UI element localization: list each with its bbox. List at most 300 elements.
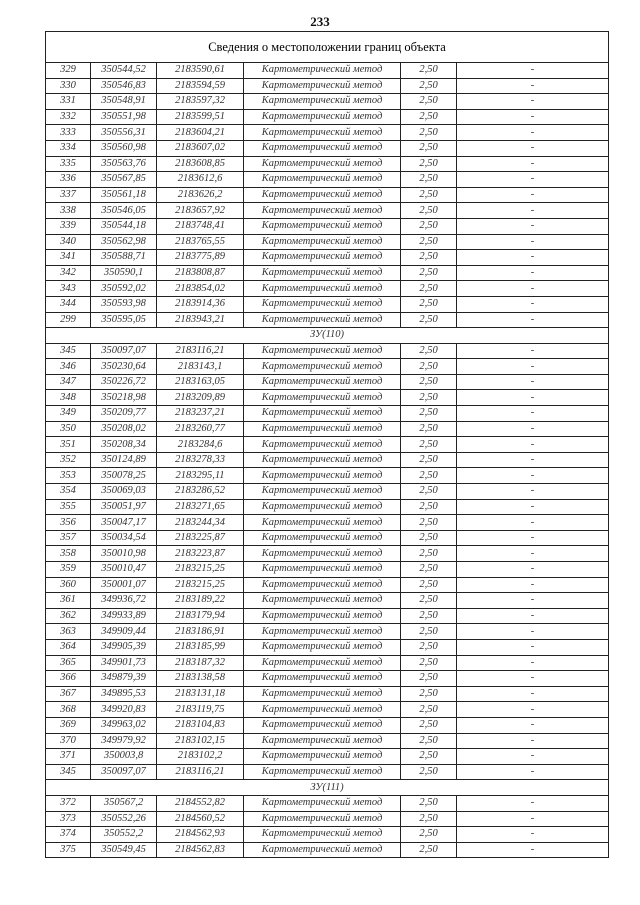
note-cell: - bbox=[457, 172, 609, 188]
coord-y-cell: 2183590,61 bbox=[157, 63, 244, 79]
method-cell: Картометрический метод bbox=[244, 811, 401, 827]
coord-y-cell: 2183914,36 bbox=[157, 296, 244, 312]
point-number-cell: 349 bbox=[46, 406, 91, 422]
method-cell: Картометрический метод bbox=[244, 125, 401, 141]
precision-cell: 2,50 bbox=[401, 795, 457, 811]
coord-y-cell: 2183599,51 bbox=[157, 109, 244, 125]
note-cell: - bbox=[457, 593, 609, 609]
precision-cell: 2,50 bbox=[401, 530, 457, 546]
coord-x-cell: 350590,1 bbox=[91, 265, 157, 281]
note-cell: - bbox=[457, 265, 609, 281]
precision-cell: 2,50 bbox=[401, 281, 457, 297]
table-row bbox=[46, 811, 609, 827]
table-row bbox=[46, 452, 609, 468]
method-cell: Картометрический метод bbox=[244, 624, 401, 640]
note-cell: - bbox=[457, 296, 609, 312]
table-row bbox=[46, 593, 609, 609]
method-cell: Картометрический метод bbox=[244, 530, 401, 546]
table-row bbox=[46, 671, 609, 687]
note-cell: - bbox=[457, 671, 609, 687]
method-cell: Картометрический метод bbox=[244, 686, 401, 702]
method-cell: Картометрический метод bbox=[244, 655, 401, 671]
coord-y-cell: 2183748,41 bbox=[157, 218, 244, 234]
point-number-cell: 338 bbox=[46, 203, 91, 219]
coord-x-cell: 350567,85 bbox=[91, 172, 157, 188]
note-cell: - bbox=[457, 608, 609, 624]
point-number-cell: 373 bbox=[46, 811, 91, 827]
precision-cell: 2,50 bbox=[401, 764, 457, 780]
point-number-cell: 366 bbox=[46, 671, 91, 687]
coord-x-cell: 350208,02 bbox=[91, 421, 157, 437]
coord-y-cell: 2183143,1 bbox=[157, 359, 244, 375]
precision-cell: 2,50 bbox=[401, 125, 457, 141]
method-cell: Картометрический метод bbox=[244, 406, 401, 422]
table-row bbox=[46, 655, 609, 671]
note-cell: - bbox=[457, 156, 609, 172]
coord-y-cell: 2183607,02 bbox=[157, 140, 244, 156]
coord-x-cell: 350218,98 bbox=[91, 390, 157, 406]
coord-y-cell: 2184562,93 bbox=[157, 827, 244, 843]
point-number-cell: 364 bbox=[46, 639, 91, 655]
note-cell: - bbox=[457, 639, 609, 655]
coord-y-cell: 2183119,75 bbox=[157, 702, 244, 718]
coord-y-cell: 2183612,6 bbox=[157, 172, 244, 188]
precision-cell: 2,50 bbox=[401, 109, 457, 125]
point-number-cell: 371 bbox=[46, 749, 91, 765]
note-cell: - bbox=[457, 125, 609, 141]
table-row bbox=[46, 499, 609, 515]
coord-x-cell: 350556,31 bbox=[91, 125, 157, 141]
note-cell: - bbox=[457, 140, 609, 156]
table-title-row bbox=[46, 32, 609, 63]
method-cell: Картометрический метод bbox=[244, 749, 401, 765]
method-cell: Картометрический метод bbox=[244, 608, 401, 624]
coord-x-cell: 350567,2 bbox=[91, 795, 157, 811]
method-cell: Картометрический метод bbox=[244, 421, 401, 437]
table-row bbox=[46, 577, 609, 593]
section-header-row bbox=[46, 780, 609, 796]
table-row bbox=[46, 265, 609, 281]
precision-cell: 2,50 bbox=[401, 265, 457, 281]
coord-y-cell: 2184562,83 bbox=[157, 842, 244, 858]
precision-cell: 2,50 bbox=[401, 140, 457, 156]
method-cell: Картометрический метод bbox=[244, 764, 401, 780]
coord-x-cell: 350003,8 bbox=[91, 749, 157, 765]
note-cell: - bbox=[457, 78, 609, 94]
precision-cell: 2,50 bbox=[401, 390, 457, 406]
coord-y-cell: 2183237,21 bbox=[157, 406, 244, 422]
point-number-cell: 358 bbox=[46, 546, 91, 562]
coord-x-cell: 349920,83 bbox=[91, 702, 157, 718]
precision-cell: 2,50 bbox=[401, 562, 457, 578]
method-cell: Картометрический метод bbox=[244, 484, 401, 500]
precision-cell: 2,50 bbox=[401, 624, 457, 640]
precision-cell: 2,50 bbox=[401, 749, 457, 765]
section-header: ЗУ(111) bbox=[46, 780, 609, 796]
point-number-cell: 335 bbox=[46, 156, 91, 172]
coord-x-cell: 350001,07 bbox=[91, 577, 157, 593]
coord-y-cell: 2183209,89 bbox=[157, 390, 244, 406]
precision-cell: 2,50 bbox=[401, 172, 457, 188]
table-row bbox=[46, 624, 609, 640]
table-title: Сведения о местоположении границ объекта bbox=[46, 32, 609, 63]
table-row bbox=[46, 562, 609, 578]
note-cell: - bbox=[457, 686, 609, 702]
method-cell: Картометрический метод bbox=[244, 546, 401, 562]
note-cell: - bbox=[457, 749, 609, 765]
table-row bbox=[46, 343, 609, 359]
coord-y-cell: 2183102,2 bbox=[157, 749, 244, 765]
note-cell: - bbox=[457, 484, 609, 500]
table-row bbox=[46, 218, 609, 234]
coord-x-cell: 350562,98 bbox=[91, 234, 157, 250]
note-cell: - bbox=[457, 437, 609, 453]
point-number-cell: 334 bbox=[46, 140, 91, 156]
method-cell: Картометрический метод bbox=[244, 218, 401, 234]
method-cell: Картометрический метод bbox=[244, 842, 401, 858]
point-number-cell: 353 bbox=[46, 468, 91, 484]
point-number-cell: 332 bbox=[46, 109, 91, 125]
coord-y-cell: 2183597,32 bbox=[157, 94, 244, 110]
table-row bbox=[46, 639, 609, 655]
note-cell: - bbox=[457, 733, 609, 749]
note-cell: - bbox=[457, 795, 609, 811]
note-cell: - bbox=[457, 827, 609, 843]
coord-y-cell: 2183189,22 bbox=[157, 593, 244, 609]
note-cell: - bbox=[457, 234, 609, 250]
note-cell: - bbox=[457, 717, 609, 733]
table-row bbox=[46, 827, 609, 843]
precision-cell: 2,50 bbox=[401, 218, 457, 234]
note-cell: - bbox=[457, 764, 609, 780]
method-cell: Картометрический метод bbox=[244, 593, 401, 609]
coord-x-cell: 350551,98 bbox=[91, 109, 157, 125]
point-number-cell: 329 bbox=[46, 63, 91, 79]
table-row bbox=[46, 546, 609, 562]
method-cell: Картометрический метод bbox=[244, 140, 401, 156]
coord-y-cell: 2183286,52 bbox=[157, 484, 244, 500]
coord-y-cell: 2183808,87 bbox=[157, 265, 244, 281]
point-number-cell: 341 bbox=[46, 250, 91, 266]
coord-x-cell: 350078,25 bbox=[91, 468, 157, 484]
coord-x-cell: 350226,72 bbox=[91, 374, 157, 390]
note-cell: - bbox=[457, 250, 609, 266]
coord-x-cell: 350010,47 bbox=[91, 562, 157, 578]
point-number-cell: 343 bbox=[46, 281, 91, 297]
method-cell: Картометрический метод bbox=[244, 63, 401, 79]
method-cell: Картометрический метод bbox=[244, 296, 401, 312]
point-number-cell: 299 bbox=[46, 312, 91, 328]
coord-x-cell: 350592,02 bbox=[91, 281, 157, 297]
coord-y-cell: 2183604,21 bbox=[157, 125, 244, 141]
coord-y-cell: 2183943,21 bbox=[157, 312, 244, 328]
method-cell: Картометрический метод bbox=[244, 78, 401, 94]
precision-cell: 2,50 bbox=[401, 655, 457, 671]
table-row bbox=[46, 156, 609, 172]
coord-y-cell: 2183626,2 bbox=[157, 187, 244, 203]
note-cell: - bbox=[457, 406, 609, 422]
table-row bbox=[46, 764, 609, 780]
note-cell: - bbox=[457, 218, 609, 234]
table-row bbox=[46, 234, 609, 250]
coord-y-cell: 2183854,02 bbox=[157, 281, 244, 297]
method-cell: Картометрический метод bbox=[244, 94, 401, 110]
method-cell: Картометрический метод bbox=[244, 639, 401, 655]
point-number-cell: 360 bbox=[46, 577, 91, 593]
point-number-cell: 346 bbox=[46, 359, 91, 375]
coord-y-cell: 2183223,87 bbox=[157, 546, 244, 562]
point-number-cell: 351 bbox=[46, 437, 91, 453]
table-row bbox=[46, 63, 609, 79]
precision-cell: 2,50 bbox=[401, 203, 457, 219]
coord-y-cell: 2183104,83 bbox=[157, 717, 244, 733]
coord-x-cell: 349936,72 bbox=[91, 593, 157, 609]
point-number-cell: 359 bbox=[46, 562, 91, 578]
method-cell: Картометрический метод bbox=[244, 374, 401, 390]
precision-cell: 2,50 bbox=[401, 608, 457, 624]
point-number-cell: 361 bbox=[46, 593, 91, 609]
coord-x-cell: 350593,98 bbox=[91, 296, 157, 312]
method-cell: Картометрический метод bbox=[244, 281, 401, 297]
point-number-cell: 344 bbox=[46, 296, 91, 312]
point-number-cell: 345 bbox=[46, 764, 91, 780]
coord-x-cell: 350208,34 bbox=[91, 437, 157, 453]
precision-cell: 2,50 bbox=[401, 702, 457, 718]
coord-x-cell: 349909,44 bbox=[91, 624, 157, 640]
coord-x-cell: 350549,45 bbox=[91, 842, 157, 858]
note-cell: - bbox=[457, 343, 609, 359]
precision-cell: 2,50 bbox=[401, 593, 457, 609]
point-number-cell: 352 bbox=[46, 452, 91, 468]
method-cell: Картометрический метод bbox=[244, 250, 401, 266]
coord-x-cell: 350588,71 bbox=[91, 250, 157, 266]
table-row bbox=[46, 359, 609, 375]
coord-y-cell: 2183225,87 bbox=[157, 530, 244, 546]
coord-x-cell: 350097,07 bbox=[91, 764, 157, 780]
method-cell: Картометрический метод bbox=[244, 577, 401, 593]
coord-x-cell: 350230,64 bbox=[91, 359, 157, 375]
point-number-cell: 337 bbox=[46, 187, 91, 203]
table-row bbox=[46, 515, 609, 531]
method-cell: Картометрический метод bbox=[244, 109, 401, 125]
method-cell: Картометрический метод bbox=[244, 156, 401, 172]
precision-cell: 2,50 bbox=[401, 421, 457, 437]
coord-y-cell: 2183138,58 bbox=[157, 671, 244, 687]
coord-x-cell: 350560,98 bbox=[91, 140, 157, 156]
coord-y-cell: 2183608,85 bbox=[157, 156, 244, 172]
precision-cell: 2,50 bbox=[401, 234, 457, 250]
note-cell: - bbox=[457, 359, 609, 375]
coord-y-cell: 2183271,65 bbox=[157, 499, 244, 515]
point-number-cell: 330 bbox=[46, 78, 91, 94]
boundary-coordinates-table bbox=[45, 31, 609, 858]
note-cell: - bbox=[457, 203, 609, 219]
table-row bbox=[46, 608, 609, 624]
coord-y-cell: 2183163,05 bbox=[157, 374, 244, 390]
method-cell: Картометрический метод bbox=[244, 437, 401, 453]
point-number-cell: 362 bbox=[46, 608, 91, 624]
precision-cell: 2,50 bbox=[401, 639, 457, 655]
coord-x-cell: 349879,39 bbox=[91, 671, 157, 687]
note-cell: - bbox=[457, 562, 609, 578]
table-row bbox=[46, 686, 609, 702]
method-cell: Картометрический метод bbox=[244, 733, 401, 749]
table-row bbox=[46, 530, 609, 546]
coord-y-cell: 2183186,91 bbox=[157, 624, 244, 640]
precision-cell: 2,50 bbox=[401, 452, 457, 468]
coord-x-cell: 350552,26 bbox=[91, 811, 157, 827]
coord-y-cell: 2183102,15 bbox=[157, 733, 244, 749]
coord-y-cell: 2183131,18 bbox=[157, 686, 244, 702]
precision-cell: 2,50 bbox=[401, 343, 457, 359]
precision-cell: 2,50 bbox=[401, 842, 457, 858]
note-cell: - bbox=[457, 374, 609, 390]
table-row bbox=[46, 78, 609, 94]
precision-cell: 2,50 bbox=[401, 406, 457, 422]
table-row bbox=[46, 749, 609, 765]
method-cell: Картометрический метод bbox=[244, 359, 401, 375]
note-cell: - bbox=[457, 530, 609, 546]
precision-cell: 2,50 bbox=[401, 484, 457, 500]
precision-cell: 2,50 bbox=[401, 468, 457, 484]
coord-y-cell: 2183260,77 bbox=[157, 421, 244, 437]
table-row bbox=[46, 390, 609, 406]
point-number-cell: 345 bbox=[46, 343, 91, 359]
table-row bbox=[46, 187, 609, 203]
note-cell: - bbox=[457, 390, 609, 406]
precision-cell: 2,50 bbox=[401, 686, 457, 702]
coord-x-cell: 350051,97 bbox=[91, 499, 157, 515]
coord-x-cell: 350544,18 bbox=[91, 218, 157, 234]
method-cell: Картометрический метод bbox=[244, 827, 401, 843]
method-cell: Картометрический метод bbox=[244, 717, 401, 733]
point-number-cell: 340 bbox=[46, 234, 91, 250]
method-cell: Картометрический метод bbox=[244, 187, 401, 203]
section-header-row bbox=[46, 328, 609, 344]
coord-x-cell: 350546,05 bbox=[91, 203, 157, 219]
page-number: 233 bbox=[310, 14, 330, 29]
method-cell: Картометрический метод bbox=[244, 499, 401, 515]
table-row bbox=[46, 109, 609, 125]
coord-y-cell: 2184560,52 bbox=[157, 811, 244, 827]
precision-cell: 2,50 bbox=[401, 717, 457, 733]
point-number-cell: 372 bbox=[46, 795, 91, 811]
note-cell: - bbox=[457, 94, 609, 110]
coord-x-cell: 350552,2 bbox=[91, 827, 157, 843]
table-row bbox=[46, 733, 609, 749]
note-cell: - bbox=[457, 546, 609, 562]
coord-x-cell: 349895,53 bbox=[91, 686, 157, 702]
note-cell: - bbox=[457, 312, 609, 328]
note-cell: - bbox=[457, 577, 609, 593]
coord-x-cell: 349901,73 bbox=[91, 655, 157, 671]
method-cell: Картометрический метод bbox=[244, 468, 401, 484]
precision-cell: 2,50 bbox=[401, 546, 457, 562]
table-row bbox=[46, 717, 609, 733]
point-number-cell: 348 bbox=[46, 390, 91, 406]
coord-y-cell: 2183594,59 bbox=[157, 78, 244, 94]
coord-x-cell: 350563,76 bbox=[91, 156, 157, 172]
point-number-cell: 355 bbox=[46, 499, 91, 515]
point-number-cell: 365 bbox=[46, 655, 91, 671]
table-row bbox=[46, 374, 609, 390]
coord-y-cell: 2183179,94 bbox=[157, 608, 244, 624]
coord-y-cell: 2183284,6 bbox=[157, 437, 244, 453]
coord-x-cell: 349963,02 bbox=[91, 717, 157, 733]
method-cell: Картометрический метод bbox=[244, 265, 401, 281]
coord-y-cell: 2183116,21 bbox=[157, 764, 244, 780]
precision-cell: 2,50 bbox=[401, 187, 457, 203]
table-row bbox=[46, 437, 609, 453]
coord-x-cell: 350209,77 bbox=[91, 406, 157, 422]
point-number-cell: 336 bbox=[46, 172, 91, 188]
method-cell: Картометрический метод bbox=[244, 515, 401, 531]
precision-cell: 2,50 bbox=[401, 499, 457, 515]
table-row bbox=[46, 484, 609, 500]
table-row bbox=[46, 250, 609, 266]
point-number-cell: 356 bbox=[46, 515, 91, 531]
precision-cell: 2,50 bbox=[401, 296, 457, 312]
point-number-cell: 342 bbox=[46, 265, 91, 281]
coord-x-cell: 349979,92 bbox=[91, 733, 157, 749]
table-row bbox=[46, 312, 609, 328]
note-cell: - bbox=[457, 499, 609, 515]
point-number-cell: 339 bbox=[46, 218, 91, 234]
coord-x-cell: 350548,91 bbox=[91, 94, 157, 110]
table-row bbox=[46, 406, 609, 422]
coord-y-cell: 2183775,89 bbox=[157, 250, 244, 266]
precision-cell: 2,50 bbox=[401, 437, 457, 453]
note-cell: - bbox=[457, 515, 609, 531]
precision-cell: 2,50 bbox=[401, 312, 457, 328]
coord-y-cell: 2183185,99 bbox=[157, 639, 244, 655]
coord-x-cell: 350561,18 bbox=[91, 187, 157, 203]
method-cell: Картометрический метод bbox=[244, 702, 401, 718]
point-number-cell: 354 bbox=[46, 484, 91, 500]
point-number-cell: 363 bbox=[46, 624, 91, 640]
precision-cell: 2,50 bbox=[401, 94, 457, 110]
point-number-cell: 350 bbox=[46, 421, 91, 437]
coord-y-cell: 2184552,82 bbox=[157, 795, 244, 811]
point-number-cell: 369 bbox=[46, 717, 91, 733]
point-number-cell: 370 bbox=[46, 733, 91, 749]
note-cell: - bbox=[457, 702, 609, 718]
method-cell: Картометрический метод bbox=[244, 452, 401, 468]
precision-cell: 2,50 bbox=[401, 811, 457, 827]
note-cell: - bbox=[457, 109, 609, 125]
coord-x-cell: 350124,89 bbox=[91, 452, 157, 468]
table-row bbox=[46, 125, 609, 141]
method-cell: Картометрический метод bbox=[244, 234, 401, 250]
precision-cell: 2,50 bbox=[401, 671, 457, 687]
table-row bbox=[46, 468, 609, 484]
table-row bbox=[46, 140, 609, 156]
coord-y-cell: 2183244,34 bbox=[157, 515, 244, 531]
table-row bbox=[46, 172, 609, 188]
method-cell: Картометрический метод bbox=[244, 671, 401, 687]
note-cell: - bbox=[457, 63, 609, 79]
precision-cell: 2,50 bbox=[401, 827, 457, 843]
point-number-cell: 368 bbox=[46, 702, 91, 718]
coord-x-cell: 350047,17 bbox=[91, 515, 157, 531]
method-cell: Картометрический метод bbox=[244, 203, 401, 219]
note-cell: - bbox=[457, 281, 609, 297]
point-number-cell: 331 bbox=[46, 94, 91, 110]
precision-cell: 2,50 bbox=[401, 577, 457, 593]
table-row bbox=[46, 203, 609, 219]
coord-x-cell: 350069,03 bbox=[91, 484, 157, 500]
note-cell: - bbox=[457, 421, 609, 437]
